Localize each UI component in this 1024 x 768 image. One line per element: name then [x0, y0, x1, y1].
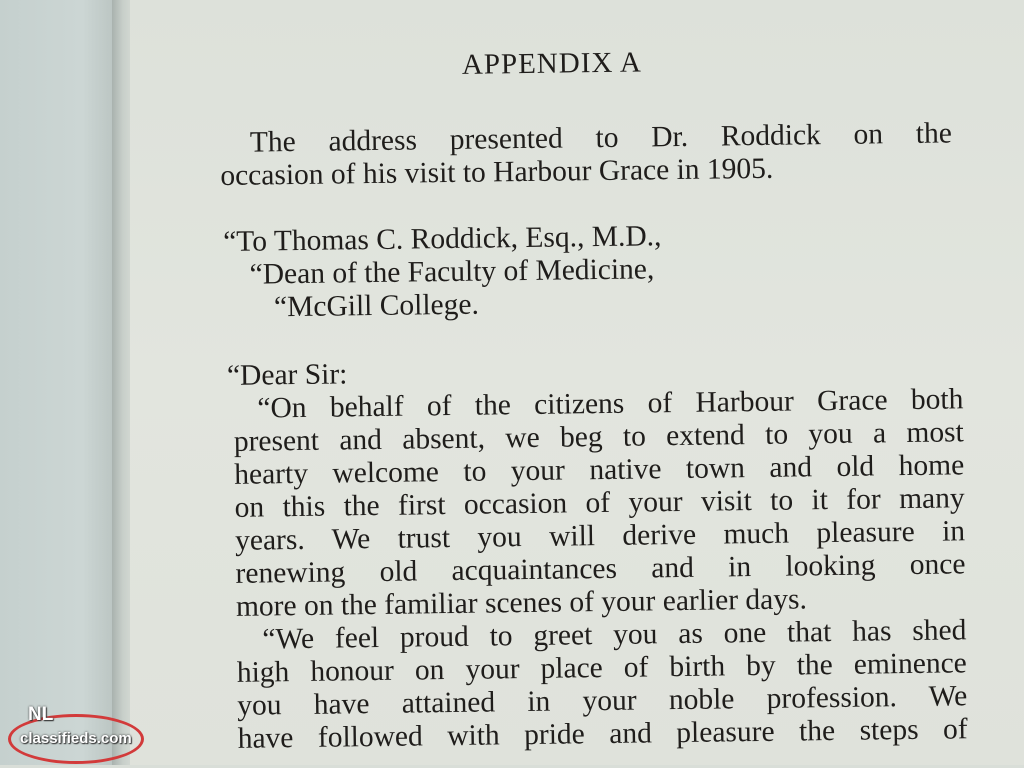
- body-line: “We feel proud to greet you as one that has shed: [262, 614, 967, 656]
- body-line: present and absent, we beg to extend to you a most: [233, 416, 964, 458]
- watermark-nl: NL: [28, 704, 54, 725]
- intro-line: The address presented to Dr. Roddick on the: [249, 117, 953, 159]
- salutation: “Dear Sir:: [226, 358, 348, 392]
- nl-classifieds-watermark: [8, 704, 142, 760]
- address-line: “Dean of the Faculty of Medicine,: [249, 253, 655, 291]
- body-line: high honour on your place of birth by the eminence: [236, 647, 967, 689]
- address-line: “McGill College.: [273, 288, 480, 324]
- body-line: you have attained in your noble profession. We: [237, 680, 968, 722]
- body-line: more on the familiar scenes of your earlier days.: [235, 583, 808, 623]
- body-line: renewing old acquaintances and in looking once: [235, 548, 966, 590]
- appendix-title: APPENDIX A: [461, 46, 643, 81]
- body-line: on this the first occasion of your visit to it for many: [234, 482, 965, 524]
- body-line: “On behalf of the citizens of Harbour Grace both: [257, 383, 964, 425]
- intro-line: occasion of his visit to Harbour Grace in 1905.: [220, 152, 774, 192]
- watermark-site: classifieds.com: [20, 730, 132, 747]
- body-line: have followed with pride and pleasure the steps of: [237, 713, 968, 755]
- address-line: “To Thomas C. Roddick, Esq., M.D.,: [222, 220, 662, 258]
- body-line: years. We trust you will derive much pleasure in: [234, 515, 966, 557]
- body-line: hearty welcome to your native town and old home: [234, 449, 965, 491]
